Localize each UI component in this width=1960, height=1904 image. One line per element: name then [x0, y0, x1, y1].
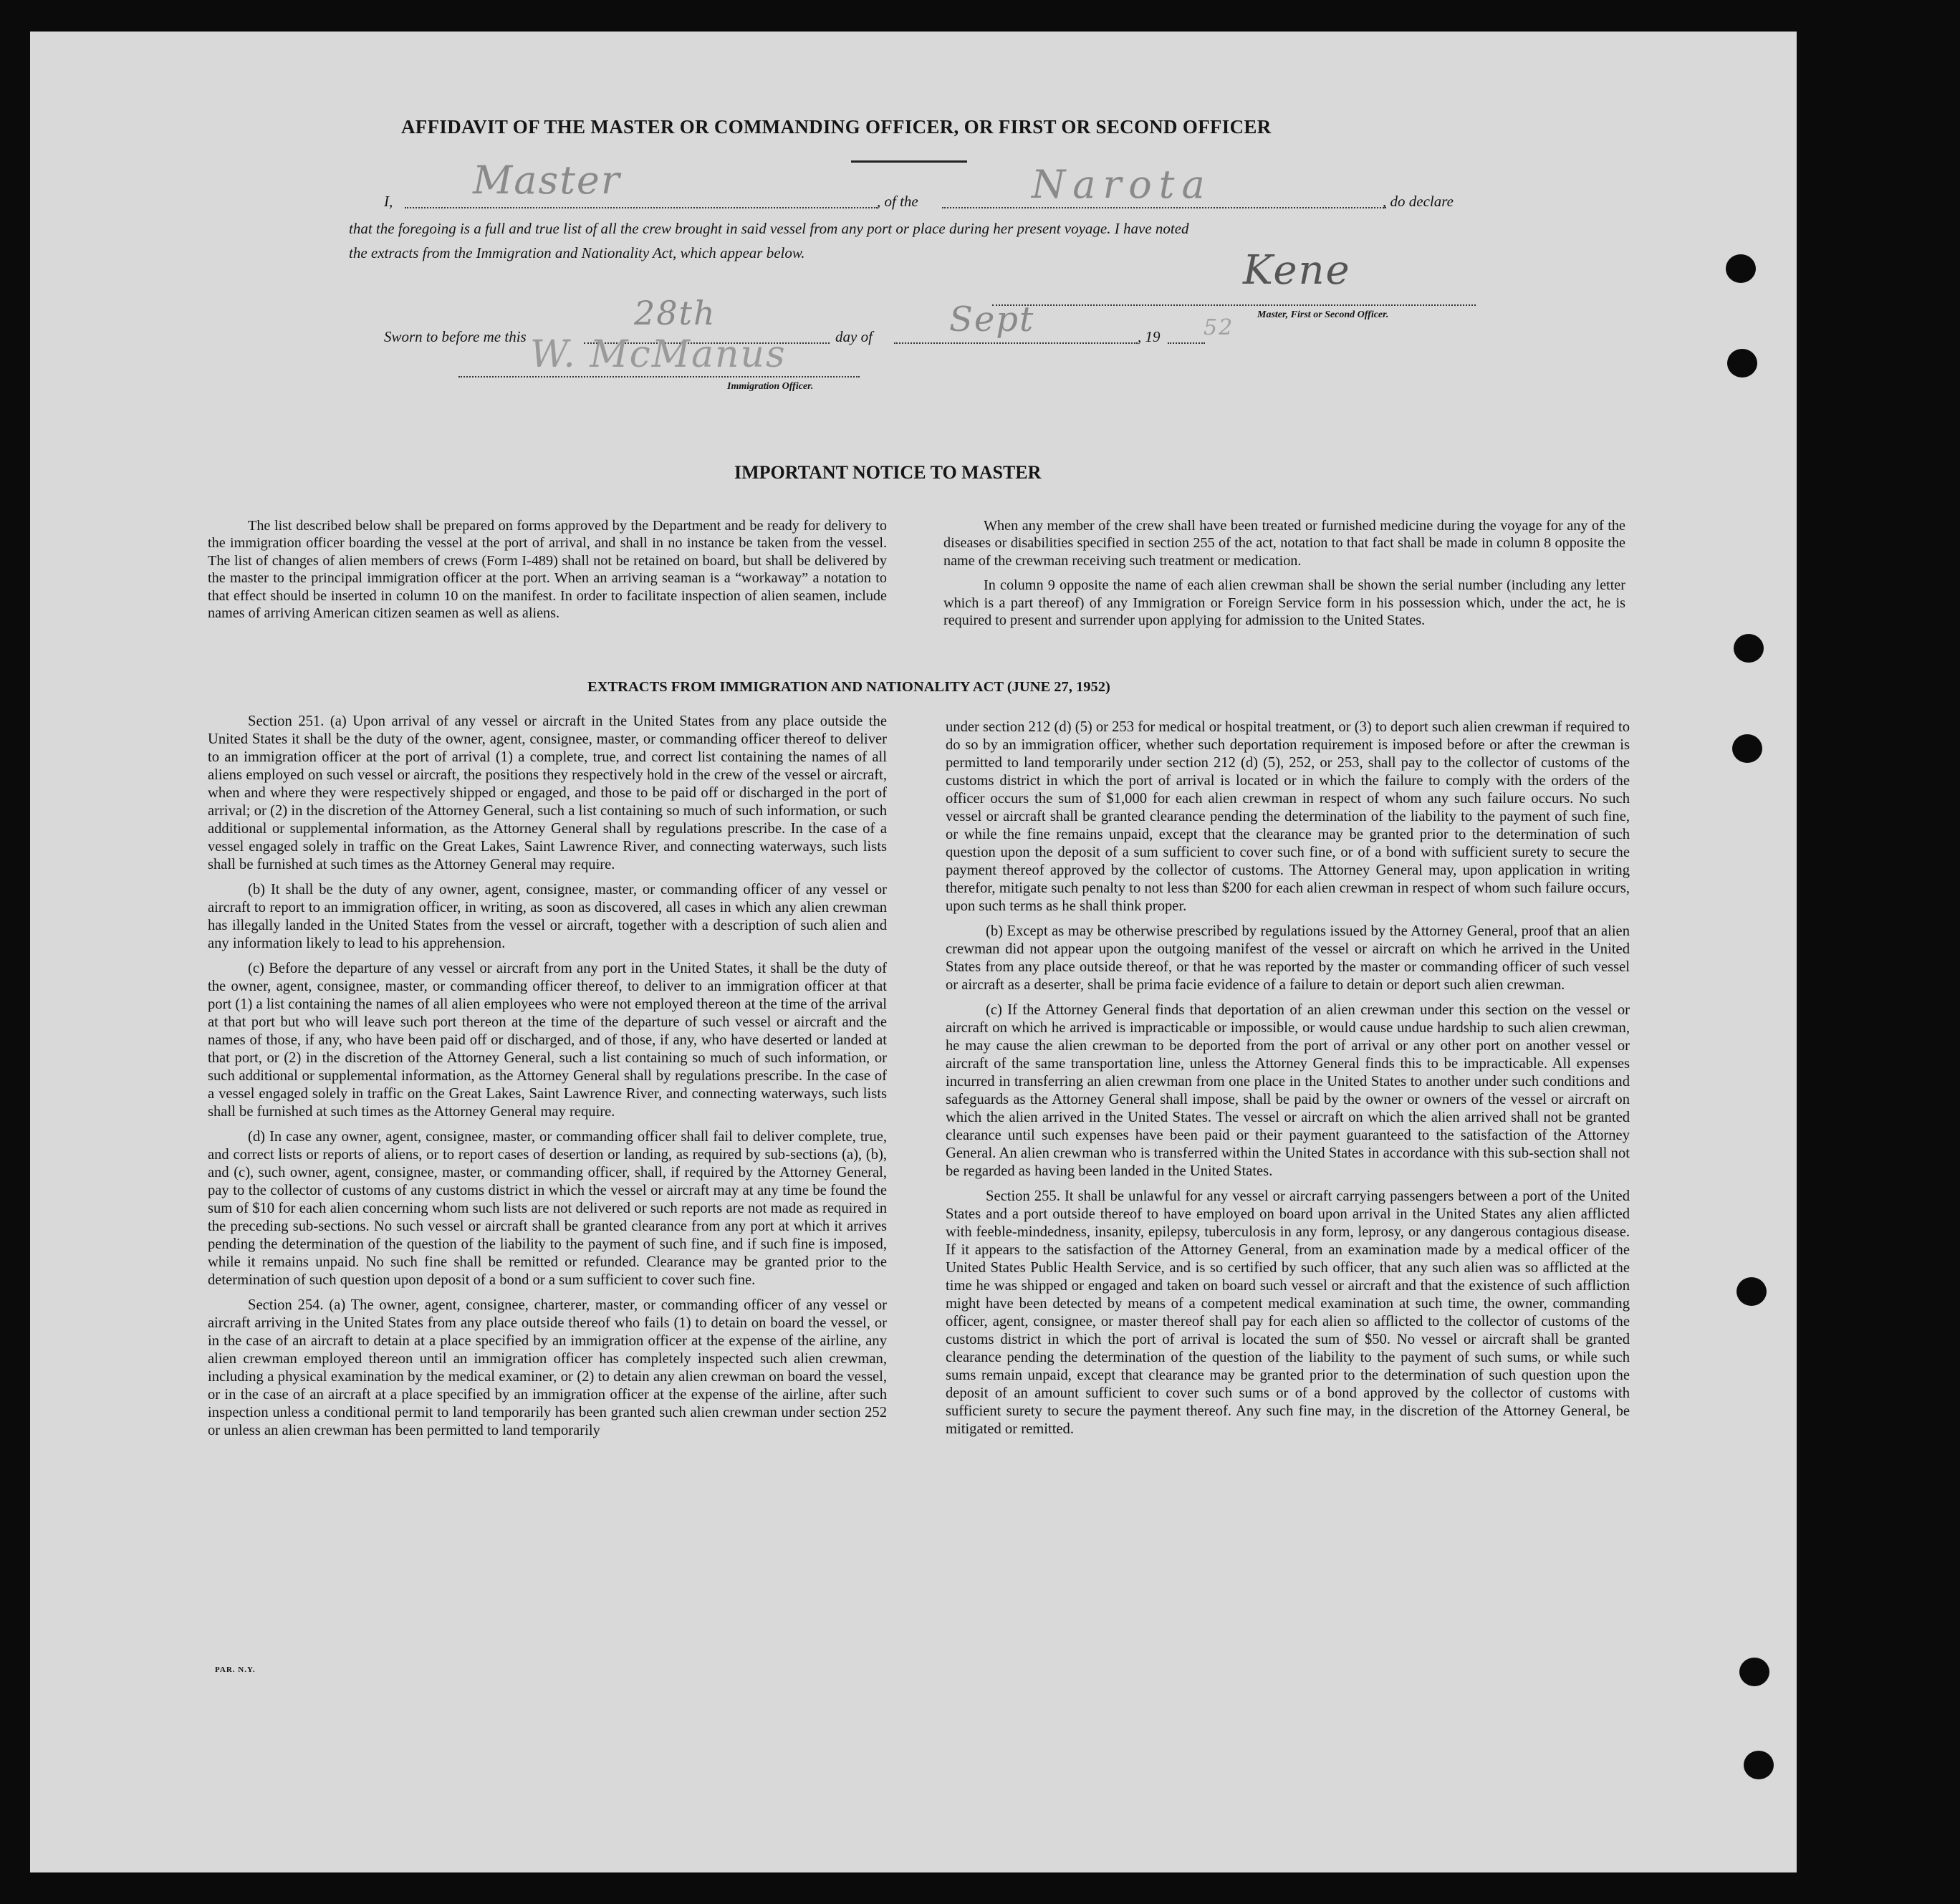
- master-signature-handwritten: Kene: [1243, 247, 1351, 294]
- punch-hole: [1739, 1658, 1769, 1686]
- vessel-name-field[interactable]: [942, 207, 1386, 208]
- section-251-c: (c) Before the departure of any vessel or aircraft from any port in the United States, it shall be the duty of the owner, agent, consignee, master, or commanding officer thereof, to deliver to an immigration officer at that port (1) a list containing the names of all alien employees who were not employed thereon at the time of the arrival at that port but who will leave such port thereon at the time of the departure of such vessel or aircraft and the names of those, if any, who have been paid off or discharged, and of those, if any, who have deserted or landed at that port, or (2) in the discretion of the Attorney General, such a list containing so much of such information, or such additional or supplemental information, as the Attorney General shall by regulations prescribe. In the case of a vessel engaged solely in traffic on the Great Lakes, Saint Lawrence River, and connecting waterways, such lists shall be furnished at such times as the Attorney General may require.: [208, 961, 887, 1120]
- officer-signature-caption: Immigration Officer.: [727, 381, 814, 392]
- sworn-year-handwritten: 52: [1204, 315, 1234, 340]
- extracts-title: EXTRACTS FROM IMMIGRATION AND NATIONALITY ACT (JUNE 27, 1952): [587, 679, 1110, 695]
- section-251-b: (b) It shall be the duty of any owner, agent, consignee, master, or commanding officer of any vessel or aircraft to report to an immigration officer, in writing, as soon as discovered, all cases in which any alien crewman has illegally landed in the United States from the vessel or aircraft, together with a description of such alien and any information likely to lead to his apprehension.: [208, 882, 887, 951]
- section-255: Section 255. It shall be unlawful for any vessel or aircraft carrying passengers between a port of the United States and a port outside thereof to have employed on board upon arrival in the United States any alien afflicted with feeble-mindedness, insanity, epilepsy, tuberculosis in any form, leprosy, or any dangerous contagious disease. If it appears to the satisfaction of the Attorney General, from an examination made by a medical officer of the United States Public Health Service, and is so certified by such officer, that any such alien was so afflicted at the time he was shipped or engaged and taken on board such vessel or aircraft and that the existence of such affliction might have been detected by means of a competent medical examination at such time, the owner, commanding officer, agent, consignee, or master thereof shall pay for each alien so afflicted to the collector of customs of the customs district in which the port of arrival is located the sum of $50. No vessel or aircraft shall be granted clearance pending the determination of the question of the liability to the payment of such sums, or while such sums remain unpaid, except that clearance may be granted prior to the determination of such question upon the deposit of an amount sufficient to cover such sums or of a bond approved by the collector of customs with sufficient surety to secure the payment thereof. Any such fine may, in the discretion of the Attorney General, be mitigated or remitted.: [946, 1188, 1630, 1437]
- sworn-month-handwritten: Sept: [949, 299, 1035, 340]
- declarant-prefix: I,: [384, 193, 393, 210]
- notice-right-column: [943, 517, 1625, 629]
- notice-right-paragraph-1: When any member of the crew shall have been treated or furnished medicine during the voyage for any of the diseases or disabilities specified in section 255 of the act, notation to that fact shall be made in column 8 opposite the name of the crewman receiving such treatment or medication.: [943, 518, 1625, 569]
- extracts-left-column: [208, 713, 887, 1440]
- punch-hole: [1727, 349, 1757, 378]
- officer-signature-handwritten: W. McManus: [530, 333, 787, 376]
- vessel-prefix: , of the: [877, 193, 918, 210]
- section-254-c: (c) If the Attorney General finds that deportation of an alien crewman under this section on the vessel or aircraft on which he arrived is impracticable or impossible, or would cause undue hardship to such alien crewman, he may cause the alien crewman to be deported from the port of arrival or any other port on another vessel or aircraft of the same transportation line, unless the Attorney General finds this to be impracticable. All expenses incurred in transferring an alien crewman from one place in the United States to another under such conditions and safeguards as the Attorney General shall impose, shall be paid by the owner or owners of the vessel or aircraft on which the alien arrived in the United States. The vessel or aircraft on which the alien arrived shall not be granted clearance until such expenses have been paid or their payment guaranteed to the satisfaction of the Attorney General. An alien crewman who is transferred within the United States in accordance with this sub-section shall not be regarded as having been landed in the United States.: [946, 1002, 1630, 1179]
- vessel-name-handwritten: Narota: [1032, 162, 1212, 207]
- officer-signature-field[interactable]: [458, 376, 860, 378]
- sworn-day-handwritten: 28th: [634, 294, 716, 332]
- declare-suffix: , do declare: [1383, 193, 1454, 210]
- notice-title: IMPORTANT NOTICE TO MASTER: [734, 462, 1042, 483]
- statement-line-1: that the foregoing is a full and true list of all the crew brought in said vessel from any port or place during her present voyage. I have noted: [349, 220, 1189, 237]
- punch-hole: [1732, 734, 1762, 763]
- notice-left-paragraph: The list described below shall be prepared on forms approved by the Department and be ready for delivery to the immigration officer boarding the vessel at the port of arrival, and shall in no instance be taken from the vessel. The list of changes of alien members of crews (Form I-489) shall not be retained on board, but shall be delivered by the master to the principal immigration officer at the port. When an arriving seaman is a “workaway” a notation to that effect should be inserted in column 10 on the manifest. In order to facilitate inspection of alien seamen, include names of arriving American citizen seamen as well as aliens.: [208, 518, 887, 622]
- declarant-name-field[interactable]: [405, 207, 878, 208]
- sworn-prefix: Sworn to before me this: [384, 328, 527, 345]
- punch-hole: [1734, 634, 1764, 663]
- notice-right-paragraph-2: In column 9 opposite the name of each alien crewman shall be shown the serial number (including any letter which is a part thereof) of any Immigration or Foreign Service form in his possession which, under the act, he is required to present and surrender upon applying for admission to the United States.: [943, 577, 1625, 629]
- affidavit-title: AFFIDAVIT OF THE MASTER OR COMMANDING OFFICER, OR FIRST OR SECOND OFFICER: [401, 116, 1272, 138]
- sworn-year-field[interactable]: [1168, 342, 1205, 344]
- section-251-a: Section 251. (a) Upon arrival of any vessel or aircraft in the United States from any place outside the United States it shall be the duty of the owner, agent, consignee, master, or commanding officer thereof to deliver to an immigration officer at the port of arrival (1) a complete, true, and correct list containing the names of all aliens employed on such vessel or aircraft, the positions they respectively hold in the crew of the vessel or aircraft, when and where they were respectively shipped or engaged, and those to be paid off or discharged in the port of arrival; or (2) in the discretion of the Attorney General, such a list containing so much of such information, or such additional or supplemental information, as the Attorney General shall by regulations prescribe. In the case of a vessel engaged solely in traffic on the Great Lakes, Saint Lawrence River, and connecting waterways, such lists shall be furnished at such times as the Attorney General may require.: [208, 713, 887, 872]
- section-254-a: Section 254. (a) The owner, agent, consignee, charterer, master, or commanding officer of any vessel or aircraft arriving in the United States from any place outside thereof who fails (1) to detain on board the vessel, or in the case of an aircraft to detain at a place specified by an immigration officer at the expense of the airline, any alien crewman employed thereon until an immigration officer has completely inspected such alien crewman, including a physical examination by the medical examiner, or (2) to detain any alien crewman on board the vessel, or in the case of an aircraft at a place specified by an immigration officer at the expense of the airline, after such inspection unless a conditional permit to land temporarily has been granted such alien crewman under section 252 or unless an alien crewman has been permitted to land temporarily: [208, 1297, 887, 1438]
- section-251-d: (d) In case any owner, agent, consignee, master, or commanding officer shall fail to deliver complete, true, and correct lists or reports of aliens, or to report cases of desertion or landing, as required by sub-sections (a), (b), and (c), such owner, agent, consignee, master, or commanding officer, shall, if required by the Attorney General, pay to the collector of customs of any customs district in which the vessel or aircraft may at any time be found the sum of $10 for each alien concerning whom such lists are not delivered or such reports are not made as required in the preceding sub-sections. No such vessel or aircraft shall be granted clearance from any port at which it arrives pending the determination of the question of the liability to the payment of such fine, and if such fine is imposed, while it remains unpaid. No such fine shall be remitted or refunded. Clearance may be granted prior to the determination of such question upon deposit of a bond or a sum sufficient to cover such fine.: [208, 1129, 887, 1288]
- statement-line-2: the extracts from the Immigration and Nationality Act, which appear below.: [349, 244, 805, 261]
- title-rule: [851, 160, 967, 163]
- master-signature-field[interactable]: [992, 304, 1476, 306]
- extracts-right-column: [946, 718, 1630, 1438]
- master-signature-caption: Master, First or Second Officer.: [1257, 309, 1389, 320]
- sworn-month-field[interactable]: [894, 342, 1138, 344]
- section-254-b: (b) Except as may be otherwise prescribed by regulations issued by the Attorney General, proof that an alien crewman did not appear upon the outgoing manifest of the vessel or aircraft on which he arrived in the United States from any place outside thereof, or that he was reported by the master or commanding officer of such vessel or aircraft as a deserter, shall be prima facie evidence of a failure to detain or deport such alien crewman.: [946, 923, 1630, 993]
- sworn-year-prefix: , 19: [1138, 328, 1161, 345]
- punch-hole: [1744, 1751, 1774, 1779]
- declarant-name-handwritten: Master: [473, 158, 621, 203]
- section-254-a-continued: under section 212 (d) (5) or 253 for medical or hospital treatment, or (3) to deport such alien crewman if required to do so by an immigration officer, whether such deportation requirement is imposed before or after the crewman is permitted to land temporarily under section 212 (d) (5), 252, or 253, shall pay to the collector of customs of the customs district in which the port of arrival is located or in which the failure to comply with the orders of the officer occurs the sum of $1,000 for each alien crewman in respect of whom any such failure occurs. No such vessel or aircraft shall be granted clearance pending the determination of the liability to the payment of such fine, or while the fine remains unpaid, except that the clearance may be granted prior to the determination of such question upon the deposit of a sum sufficient to cover such fine, or of a bond with sufficient surety to secure the payment thereof approved by the collector of customs. The Attorney General may, upon application in writing therefor, mitigate such penalty to not less than $200 for each alien crewman in respect of whom such failure occurs, upon such terms as he shall think proper.: [946, 719, 1630, 914]
- sworn-day-of: day of: [835, 328, 873, 345]
- punch-hole: [1726, 254, 1756, 283]
- printer-mark: PAR. N.Y.: [215, 1665, 256, 1674]
- punch-hole: [1736, 1277, 1767, 1306]
- notice-left-column: [208, 517, 887, 622]
